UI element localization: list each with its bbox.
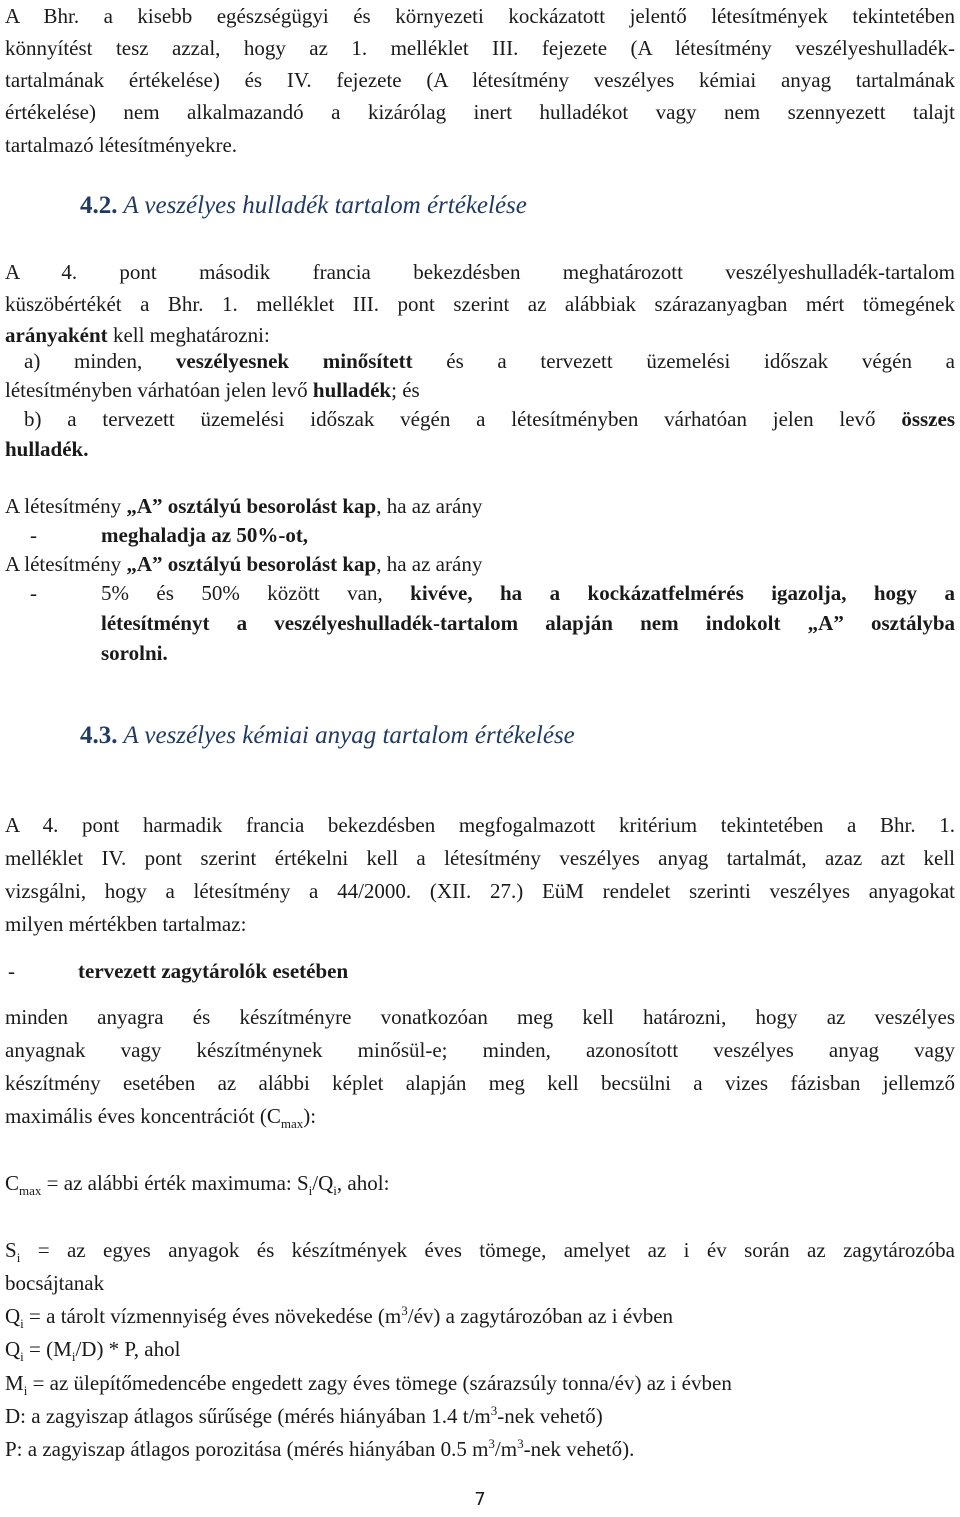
text: S [5,1238,17,1262]
subscript: i [20,1316,24,1332]
list-item-a [24,345,955,378]
list-item-b-cont: hulladék. [5,437,89,461]
paragraph-4-line-2: melléklet IV. pont szerint értékelni kell a létesítmény veszélyes anyag tartalmát, azaz azt kell [5,846,955,870]
paragraph-1-line-2: könnyítést tesz azzal, hogy az 1. melléklet III. fejezete (A létesítmény veszélyeshulladék- [5,36,955,60]
paragraph-5-line-3: készítmény esetében az alábbi képlet alapján meg kell becsülni a vizes fázisban jellemző [5,1071,955,1095]
subscript: i [71,1349,76,1365]
paragraph-4-line-1: A 4. pont harmadik francia bekezdésben megfogalmazott kritérium tekintetében a Bhr. 1. [5,813,955,837]
bold-text: arányaként [5,323,108,347]
paragraph-3-bullet-2-line-3: sorolni. [101,641,168,665]
definition-q-1 [5,1300,955,1333]
formula-cmax [5,1167,955,1200]
paragraph-1-line-3: tartalmának értékelése) és IV. fejezete (A létesítmény veszélyes kémiai anyag tartalmának [5,68,955,92]
text: , ahol: [336,1171,390,1195]
superscript: 3 [490,1403,498,1418]
section-heading-4-3 [80,720,960,753]
text: ): [303,1104,317,1128]
definition-s [5,1234,955,1267]
dash: - [8,959,15,983]
text: a) minden, [24,349,176,373]
text: -nek vehető). [523,1437,635,1461]
subscript: i [308,1183,313,1199]
text: ; és [391,378,420,402]
text: A létesítmény [5,552,127,576]
section-heading-4-2 [80,190,960,223]
definition-m [5,1367,955,1400]
paragraph-2-line-1: A 4. pont második francia bekezdésben meghatározott veszélyeshulladék-tartalom [5,260,955,284]
heading-title: A veszélyes hulladék tartalom értékelése [123,192,527,219]
bold-text: tervezett zagytárolók esetében [78,959,349,983]
paragraph-3-bullet-2-line-2: létesítményt a veszélyeshulladék-tartalom alapján nem indokolt „A” osztályba [101,611,955,635]
text: , ha az arány [376,552,483,576]
paragraph-1-line-1: A Bhr. a kisebb egészségügyi és környezeti kockázatott jelentő létesítmények tekintetében [5,4,955,28]
bold-text: „A” osztályú besorolást kap [126,552,377,576]
superscript: 3 [517,1436,524,1451]
paragraph-5-line-1: minden anyagra és készítményre vonatkozóan meg kell határozni, hogy az veszélyes [5,1005,955,1029]
text: P: a zagyiszap átlagos porozitása (mérés hiányában 0.5 m [5,1437,489,1461]
text: , ha az arány [376,494,483,518]
text: A létesítmény [5,494,127,518]
bold-text: összes [901,407,955,431]
paragraph-1-line-4: értékelése) nem alkalmazandó a kizárólag inert hulladékot vagy nem szennyezett talajt [5,100,955,124]
text: b) a tervezett üzemelési időszak végén a létesítményben várhatóan jelen levő [24,407,902,431]
paragraph-2-line-2: küszöbértékét a Bhr. 1. melléklet III. pont szerint az alábbiak szárazanyagban mért tömegének [5,292,955,316]
text: -nek vehető) [497,1404,603,1428]
list-item-b [24,403,955,436]
text: létesítményben várhatóan jelen levő [5,378,313,402]
text: /m [494,1437,518,1461]
paragraph-4-line-3: vizsgálni, hogy a létesítmény a 44/2000. (XII. 27.) EüM rendelet szerinti veszélyes anyagokat [5,879,955,903]
superscript: 3 [401,1303,408,1318]
text: /D) * P, ahol [75,1337,181,1361]
subscript: i [333,1183,337,1199]
paragraph-1-line-5: tartalmazó létesítményekre. [5,133,238,157]
page-number: 7 [474,1489,486,1510]
text: M [5,1371,24,1395]
text: C [5,1171,20,1195]
text: kell meghatározni: [107,323,270,347]
subscript: i [16,1250,21,1266]
text: 5% és 50% között van, [101,581,411,605]
definition-q-2 [5,1333,955,1366]
superscript: 3 [488,1436,495,1451]
definition-p [5,1433,955,1466]
text: Q [5,1337,21,1361]
paragraph-3-line-1 [5,490,955,523]
bold-text: „A” osztályú besorolást kap [126,494,377,518]
subscript: i [23,1383,28,1399]
subscript: max [280,1116,304,1132]
text: D: a zagyiszap átlagos sűrűsége (mérés hiányában 1.4 t/m [5,1404,491,1428]
heading-number: 4.2. [80,192,118,219]
text: = (M [23,1337,72,1361]
paragraph-4-line-4: milyen mértékben tartalmaz: [5,912,247,936]
text: és a tervezett üzemelési időszak végén a [412,349,955,373]
paragraph-5-line-2: anyagnak vagy készítménynek minősül-e; minden, azonosított veszélyes anyag vagy [5,1038,955,1062]
bold-text: kivéve, ha a kockázatfelmérés igazolja, hogy a [410,581,955,605]
paragraph-3-bullet-2-line-1 [101,577,955,610]
subscript: max [19,1183,42,1199]
list-item-a-cont [5,374,955,407]
bold-text: veszélyesnek minősített [175,349,413,373]
text: = a tárolt vízmennyiség éves növekedése (m [23,1304,402,1328]
dash: - [30,523,37,547]
text: = az alábbi érték maximuma: S [41,1171,309,1195]
dash: - [30,581,37,605]
text: /Q [312,1171,334,1195]
text: /év) a zagytározóban az i évben [407,1304,674,1328]
heading-number: 4.3. [80,722,118,749]
paragraph-3-line-3 [5,548,955,581]
bold-text: meghaladja az 50%-ot, [101,523,309,547]
bold-text: hulladék [312,378,392,402]
text: = az ülepítőmedencébe engedett zagy éves tömege (szárazsúly tonna/év) az i évben [27,1371,732,1395]
text: maximális éves koncentrációt (C [5,1104,281,1128]
paragraph-5-line-4 [5,1100,955,1133]
text: = az egyes anyagok és készítmények éves tömege, amelyet az i év során az zagytározóba [20,1238,955,1262]
definition-s-cont: bocsájtanak [5,1271,105,1295]
heading-title: A veszélyes kémiai anyag tartalom értékelése [123,722,575,749]
definition-d [5,1400,955,1433]
subscript: i [20,1349,24,1365]
text: Q [5,1304,21,1328]
